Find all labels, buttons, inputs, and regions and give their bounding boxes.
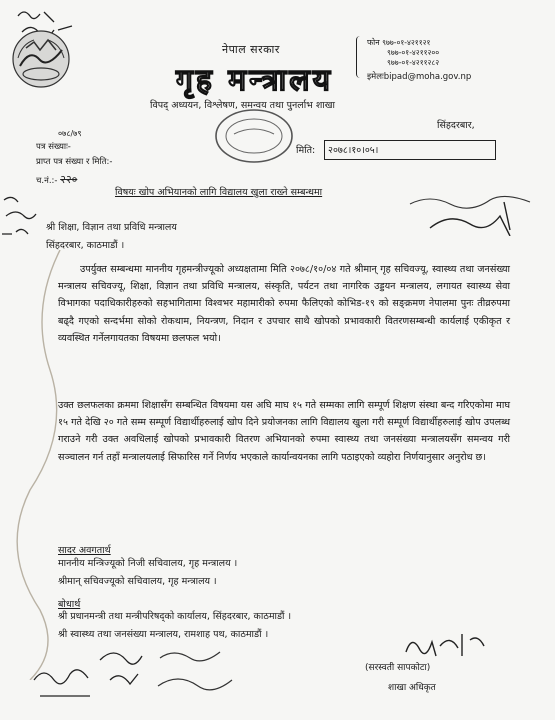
body-paragraph-2: उक्त छलफलका क्रममा शिक्षासँग सम्बन्धित विषयमा यस अघि माघ १५ गते सम्मका लागि सम्पूर्ण शिक्षण संस्था बन्द गरिएकोमा माघ १५ गते देखि २० गते सम्म सम्पूर्ण विद्यार्थीहरुलाई खोप दिने प्रयोजनका लागि विद्यालय खुला गरी सम्पूर्ण विद्यार्थीहरुलाई खोप उपलब्ध गराउने गरी उक्त अवधिलाई खोपको प्रभावकारी वितरण अभियानको रुपमा स्वास्थ्य तथा जनसंख्या मन्त्रालयसँग समन्वय गरी सञ्चालन गर्न तहाँ मन्त्रालयलाई सिफारिस गर्ने निर्णय भएकाले कार्यान्वयनका लागि पठाइएको व्यहोरा निर्णयानुसार अनुरोध छ। xyxy=(58,400,510,463)
office-stamp-icon xyxy=(210,106,298,166)
contact-block xyxy=(367,38,439,68)
branch-label: विपद् अध्ययन, विश्लेषण, समन्वय तथा पुनर्लाभ शाखा xyxy=(150,100,336,111)
dispatch-label: च.नं.:- २२० xyxy=(36,173,78,186)
body-paragraph-1: उपर्युक्त सम्बन्धमा माननीय गृहमन्त्रीज्यूको अध्यक्षतामा मिति २०७८/१०/०४ गते श्रीमान् गृह सचिवज्यू, स्वास्थ्य तथा जनसंख्या मन्त्रालय सचिवज्यू, शिक्षा, विज्ञान तथा प्रविधि मन्त्रालय, संस्कृति, पर्यटन तथा नागरिक उड्डयन मन्त्रालय, लगायत स्वास्थ्य सेवा विभागका पदाधिकारीहरुको सहभागितामा विश्वभर महामारीको रुपमा फैलिएको कोभिड-१९ को सङ्क्रमण नेपालमा पुनः तीव्ररुपमा बढ्दै गएको सन्दर्भमा सोको रोकथाम, नियन्त्रण, निदान र उपचार साथै खोपको प्रभावकारी वितरणसम्बन्धी कार्यलाई एकीकृत र व्यवस्थित गर्नेलगायतका विषयमा छलफल भयो। xyxy=(58,264,510,344)
phone-label: फोन xyxy=(367,38,380,47)
nepal-emblem-icon xyxy=(10,28,72,90)
reference-number: ०७८/७९ xyxy=(58,129,82,138)
dispatch-number: २२० xyxy=(60,173,78,186)
date-label: मिति: xyxy=(296,145,316,156)
cc-heading: सादर अवगतार्थ xyxy=(58,545,111,556)
phone-1: ९७७-०१-४२११२१ xyxy=(382,38,431,47)
place-label: सिंहदरबार, xyxy=(437,120,475,131)
phone-2: ९७७-०१-४२११२०० xyxy=(387,48,440,57)
signatory-name: (सरस्वती सापकोटा) xyxy=(365,663,431,673)
recipient-place: सिंहदरबार, काठमाडौं । xyxy=(46,240,125,251)
subject-line: विषयः खोप अभियानको लागि विद्यालय खुला राख्ने सम्बन्धमा xyxy=(115,187,323,198)
recipient-name: श्री शिक्षा, विज्ञान तथा प्रविधि मन्त्रालय xyxy=(46,222,177,233)
handwritten-side-note xyxy=(0,192,44,248)
signatory-title: शाखा अधिकृत xyxy=(388,683,436,693)
received-number-handwriting xyxy=(400,190,540,236)
date-value: २०७८।१०।०५। xyxy=(328,145,379,156)
ministry-title: गृह मन्त्रालय xyxy=(176,63,334,98)
phone-3: ९७७-०१-४२११२८२ xyxy=(387,58,440,67)
info-heading: बोधार्थ xyxy=(58,599,81,610)
info-item: श्री प्रधानमन्त्री तथा मन्त्रीपरिषद्को कार्यालय, सिंहदरबार, काठमाडौं । xyxy=(58,611,292,622)
info-item: श्री स्वास्थ्य तथा जनसंख्या मन्त्रालय, रामशाह पथ, काठमाडौं । xyxy=(58,629,269,640)
incoming-letter-label: प्राप्त पत्र संख्या र मिति:- xyxy=(36,157,113,167)
contact-bracket xyxy=(356,36,365,78)
handwritten-bottom-notes xyxy=(30,640,240,710)
government-label: नेपाल सरकार xyxy=(222,43,280,56)
cc-item: श्रीमान् सचिवज्यूको सचिवालय, गृह मन्त्रालय । xyxy=(58,576,217,587)
email-link[interactable]: इमेलःbipad@moha.gov.np xyxy=(367,72,472,82)
signature-handwriting xyxy=(400,626,490,662)
cc-item: माननीय मन्त्रिज्यूको निजी सचिवालय, गृह मन्त्रालय । xyxy=(58,558,238,569)
letter-number-label: पत्र संख्याः- xyxy=(36,142,71,152)
